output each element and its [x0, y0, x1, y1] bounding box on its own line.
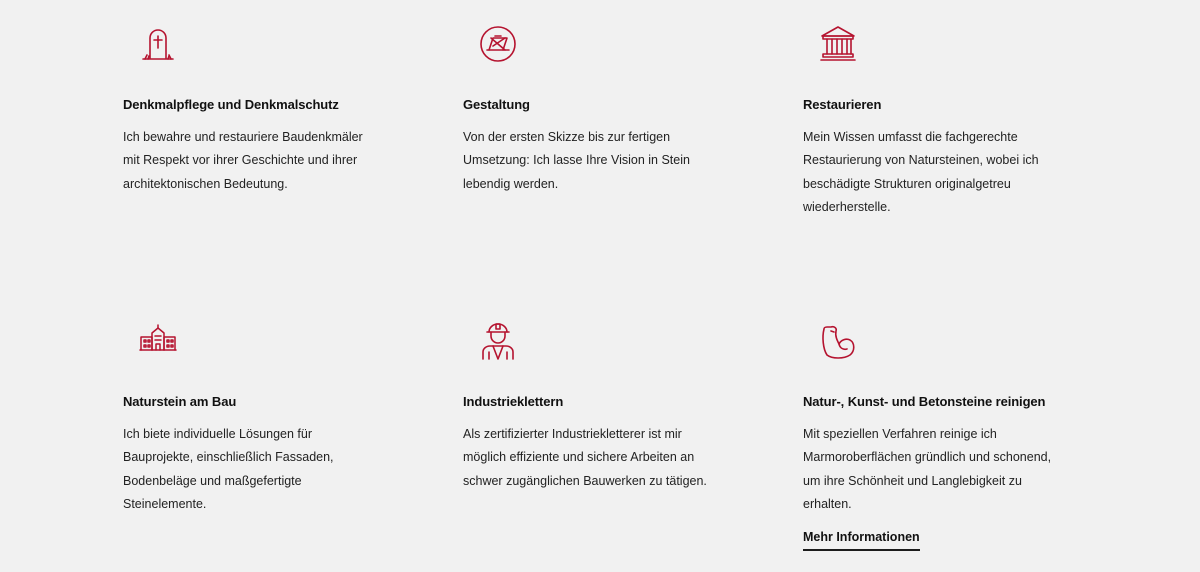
service-title: Gestaltung	[463, 97, 530, 112]
service-description: Von der ersten Skizze bis zur fertigen Umsetzung: Ich lasse Ihre Vision in Stein lebendig werden.	[463, 130, 690, 191]
service-card-naturstein-am-bau	[123, 321, 393, 517]
building-facade-icon	[138, 321, 178, 361]
service-title: Denkmalpflege und Denkmalschutz	[123, 97, 339, 112]
service-title: Natur-, Kunst- und Betonsteine reinigen	[803, 394, 1046, 409]
service-title: Naturstein am Bau	[123, 394, 237, 409]
service-card-restaurieren	[803, 24, 1073, 220]
classical-building-icon	[818, 24, 858, 64]
service-description: Mein Wissen umfasst die fachgerechte Restaurierung von Natursteinen, wobei ich beschädigte Strukturen originalgetreu wiederherstelle.	[803, 130, 1039, 215]
more-information-link[interactable]: Mehr Informationen	[803, 528, 920, 551]
service-description: Als zertifizierter Industriekletterer ist mir möglich effiziente und sichere Arbeiten an schwer zugänglichen Bauwerken zu tätigen.	[463, 427, 707, 488]
service-title: Restaurieren	[803, 97, 882, 112]
service-card-steine-reinigen	[803, 321, 1073, 551]
service-title: Industrieklettern	[463, 394, 564, 409]
service-card-industrieklettern	[463, 321, 733, 493]
flexed-arm-icon	[818, 321, 858, 361]
service-card-denkmalpflege	[123, 24, 393, 196]
service-description: Ich biete individuelle Lösungen für Bauprojekte, einschließlich Fassaden, Bodenbeläge und maßgefertigte Steinelemente.	[123, 427, 334, 512]
service-description: Mit speziellen Verfahren reinige ich Marmoroberflächen gründlich und schonend, um ihre Schönheit und Langlebigkeit zu erhalten.	[803, 427, 1052, 512]
stonework-tools-icon	[478, 24, 518, 64]
service-card-gestaltung	[463, 24, 733, 196]
hard-hat-worker-icon	[478, 321, 518, 361]
service-description: Ich bewahre und restauriere Baudenkmäler mit Respekt vor ihrer Geschichte und ihrer architektonischen Bedeutung.	[123, 130, 363, 191]
gravestone-icon	[138, 24, 178, 64]
